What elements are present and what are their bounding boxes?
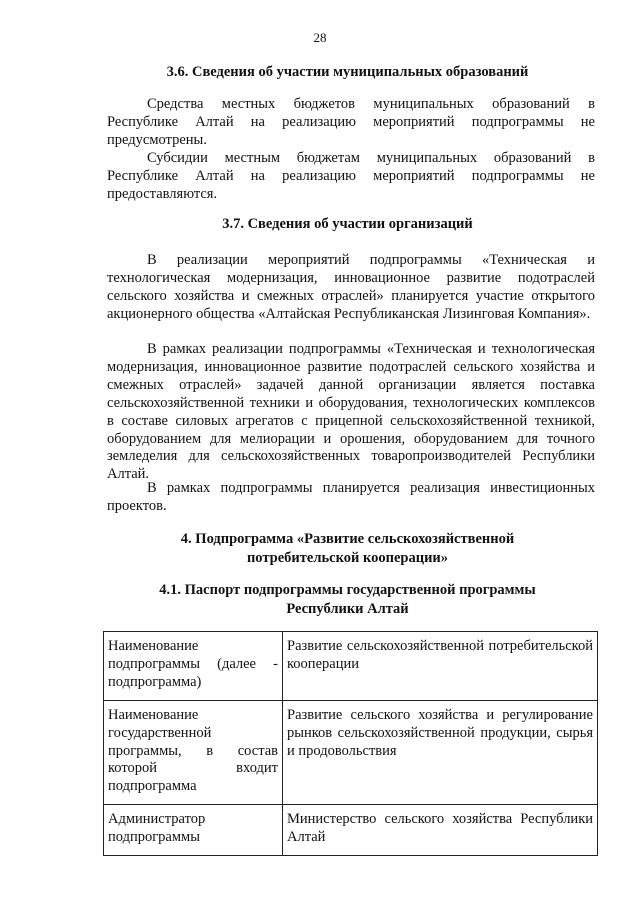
passport-table [103,631,598,856]
section-3-7-paragraph-3: В рамках подпрограммы планируется реализация инвестиционных проектов. [107,480,595,514]
section-3-6-paragraph-2: Субсидии местным бюджетам муниципальных образований в Республике Алтай на реализацию мероприятий подпрограммы не предоставляются. [107,150,595,202]
section-4-title-line-2: потребительской кооперации» [246,550,449,566]
section-4-1-title-line-2: Республики Алтай [286,601,409,617]
row-value: Министерство сельского хозяйства Республики Алтай [283,805,598,856]
section-3-6-paragraph-1: Средства местных бюджетов муниципальных образований в Республике Алтай на реализацию мероприятий подпрограммы не предусмотрены. [107,96,595,148]
section-4-title [100,530,595,568]
row-label: Администратор подпрограммы [104,805,283,856]
table-row [104,632,598,701]
table-row [104,700,598,805]
row-label: Наименование подпрограммы (далее - подпрограмма) [104,632,283,701]
table-row [104,805,598,856]
section-3-7-paragraph-2: В рамках реализации подпрограммы «Техническая и технологическая модернизация, инновационное развитие подотраслей сельского хозяйства и смежных отраслей» задачей данной организации является поставка сельскохозяйственной техники и оборудования, технологических комплексов в составе силовых агрегатов с прицепной сельскохозяйственной техникой, оборудованием для мелиорации и орошения, оборудованием для точного земледелия для сельскохозяйственных товаропроизводителей Республики Алтай. [107,341,595,483]
section-4-1-title-line-1: 4.1. Паспорт подпрограммы государственной программы [159,582,536,598]
row-label: Наименование государственной программы, в состав которой входит подпрограмма [104,700,283,805]
row-value: Развитие сельского хозяйства и регулирование рынков сельскохозяйственной продукции, сырья и продовольствия [283,700,598,805]
section-3-6-title: 3.6. Сведения об участии муниципальных образований [166,64,529,80]
section-4-1-title [100,581,595,619]
section-4-title-line-1: 4. Подпрограмма «Развитие сельскохозяйственной [180,531,515,547]
page-number: 28 [313,30,327,45]
row-value: Развитие сельскохозяйственной потребительской кооперации [283,632,598,701]
section-3-7-title: 3.7. Сведения об участии организаций [222,216,473,232]
section-3-7-paragraph-1: В реализации мероприятий подпрограммы «Техническая и технологическая модернизация, инновационное развитие подотраслей сельского хозяйства и смежных отраслей» планируется участие открытого акционерного общества «Алтайская Республиканская Лизинговая Компания». [107,252,595,322]
